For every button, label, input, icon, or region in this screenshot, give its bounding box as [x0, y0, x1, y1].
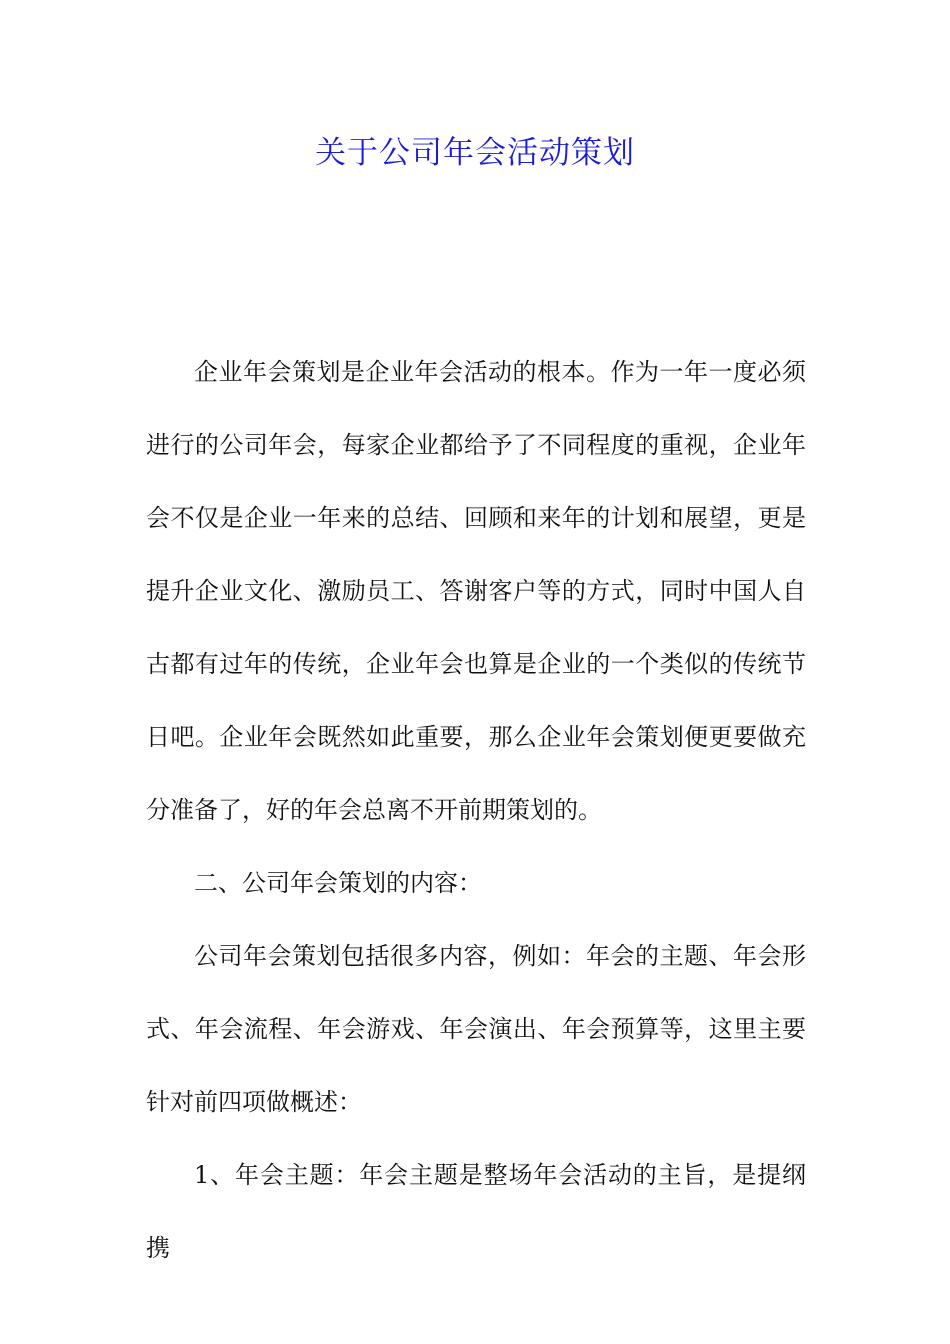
paragraph-theme: 1、年会主题：年会主题是整场年会活动的主旨，是提纲携: [146, 1161, 806, 1262]
document-title: 关于公司年会活动策划: [315, 135, 635, 171]
paragraph-section-heading: 二、公司年会策划的内容：: [194, 869, 482, 897]
document-body: [146, 336, 806, 1285]
paragraph-intro: 企业年会策划是企业年会活动的根本。作为一年一度必须进行的公司年会，每家企业都给予了不同程度的重视，企业年会不仅是企业一年来的总结、回顾和来年的计划和展望，更是提升企业文化、激励员工、答谢客户等的方式，同时中国人自古都有过年的传统，企业年会也算是企业的一个类似的传统节日吧。企业年会既然如此重要，那么企业年会策划便更要做充分准备了，好的年会总离不开前期策划的。: [146, 358, 806, 824]
paragraph-content-overview: 公司年会策划包括很多内容，例如：年会的主题、年会形式、年会流程、年会游戏、年会演出、年会预算等，这里主要针对前四项做概述：: [146, 942, 806, 1116]
